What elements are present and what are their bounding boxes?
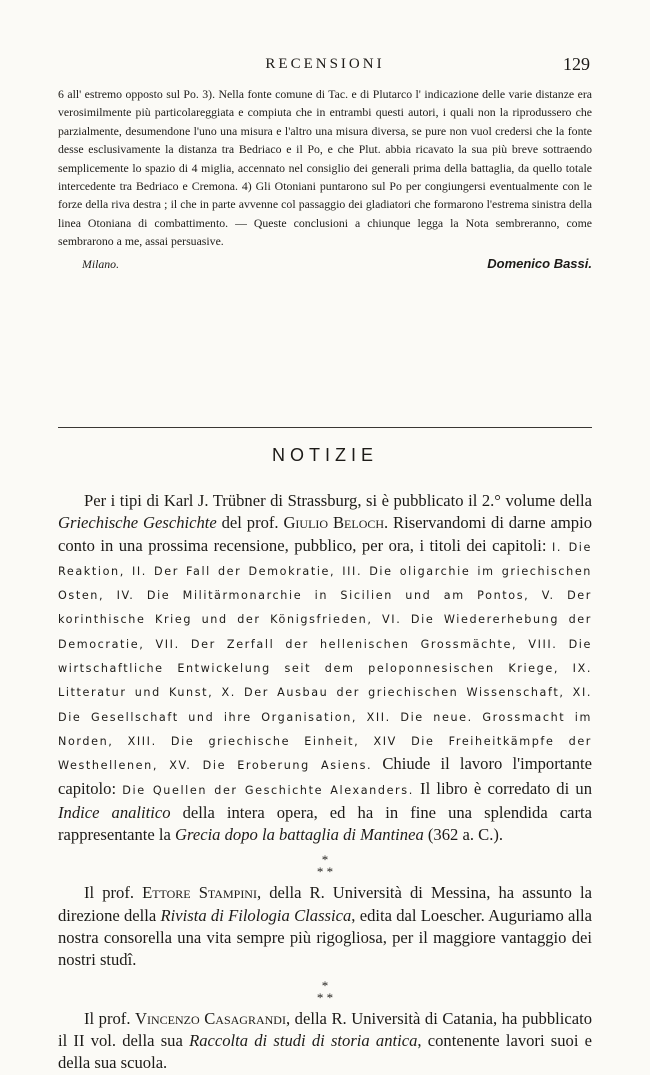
section-divider — [58, 427, 592, 428]
review-signature — [58, 255, 592, 273]
notice-text: , della R. Università di Catania, ha pubblicato il II vol. della sua — [58, 1008, 592, 1050]
page-number: 129 — [563, 54, 590, 74]
work-title: Griechische Geschichte — [58, 513, 217, 533]
index-title: Indice analitico — [58, 802, 171, 822]
work-title: Raccolta di studi di storia antica — [189, 1030, 418, 1050]
notice-stampini — [58, 882, 592, 971]
chapter-list: I. Die Reaktion, II. Der Fall der Demokratie, III. Die oligarchie im griechischen Osten, IV. Die Militärmonarchie in Sicilien und am Pontos, V. Der korinthische Krieg und der Königsfrieden, VI. Die Wiedererhebung der Democratie, VII. Der Zerfall der hellenischen Grossmächte, VIII. Die wirtschaftliche Entwickelung seit dem peloponnesischen Kriege, IX. Litteratur und Kunst, X. Der Ausbau der griechischen Wissenschaft, XI. Die Gesellschaft und ihre Organisation, XII. Die neue. Grossmacht im Norden, XIII. Die griechische Einheit, XIV Die Freiheitkämpfe der Westhellenen, XV. Die Eroberung Asiens. — [58, 540, 592, 773]
notice-beloch — [58, 490, 592, 846]
notice-text: (362 a. C.). — [423, 825, 504, 845]
review-author: Domenico Bassi. — [487, 255, 592, 271]
notice-text: Chiude il lavoro l'importante capitolo: — [58, 754, 592, 798]
notice-text: , della R. Università di Messina, ha assunto la direzione della — [58, 883, 593, 925]
asterism: * * * — [316, 977, 334, 1005]
journal-title: Rivista di Filologia Classica — [160, 905, 352, 925]
notice-text: Il prof. — [84, 1008, 136, 1028]
section-title: NOTIZIE — [272, 445, 378, 465]
map-title: Grecia dopo la battaglia di Mantinea — [175, 825, 424, 845]
notice-text: del prof. — [216, 513, 284, 533]
author-name: Giulio Beloch — [283, 513, 385, 533]
notices — [58, 490, 592, 1075]
page-header — [60, 52, 590, 74]
notice-text: , edita dal Loescher. Auguriamo alla nostra consorella una vita sempre più rigogliosa, per il maggiore vantaggio dei nostri studî. — [58, 905, 592, 970]
running-head: RECENSIONI — [265, 56, 385, 72]
notice-casagrandi — [58, 1008, 592, 1075]
review-city: Milano. — [82, 256, 120, 271]
review-paragraph: 6 all' estremo opposto sul Po. 3). Nella fonte comune di Tac. e di Plutarco l' indicazione delle varie distanze era verosimilmente più particolareggiata e compiuta che in entrambi questi autori, i quali non la riprodussero che parzialmente, desumendone l'uno una misura e l'altro una misura diversa, se pure non vuol credersi che la fonte desse esclusivamente la distanza tra Bedriaco e il Po, e che Plut. abbia ricavato la sua più breve sottraendo semplicemente lo spazio di 4 miglia, accennato nel consiglio dei generali prima della battaglia, da quello totale intercedente tra Bedriaco e Cremona. 4) Gli Otoniani puntarono sul Po per congiungersi eventualmente con le forze della riva destra ; il che in parte avvenne col passaggio dei gladiatori che formarono l'estrema sinistra della linea Otoniana di combattimento. — Queste conclusioni a chiunque legga la Nota sembreranno, come sembrarono a me, assai persuasive. — [58, 87, 592, 249]
notice-text: Il prof. — [84, 883, 143, 903]
review-continuation — [58, 85, 592, 273]
notice-text: della intera opera, ed ha in fine una splendida carta rappresentante la — [58, 802, 592, 845]
notice-text: . Riservandomi di darne ampio conto in una prossima recensione, pubblico, per ora, i titoli dei capitoli: — [58, 513, 592, 555]
person-name: Ettore Stampini — [142, 883, 257, 903]
notice-text: Il libro è corredato di un — [413, 778, 592, 798]
final-chapter: Die Quellen der Geschichte Alexanders. — [122, 783, 414, 797]
person-name: Vincenzo Casagrandi — [135, 1008, 286, 1028]
notice-text: Per i tipi di Karl J. Trübner di Strassburg, si è pubblicato il 2.° volume della — [84, 491, 592, 510]
asterism: * * * — [316, 852, 334, 880]
notice-text: , contenente lavori suoi e della sua scuola. — [58, 1030, 593, 1073]
